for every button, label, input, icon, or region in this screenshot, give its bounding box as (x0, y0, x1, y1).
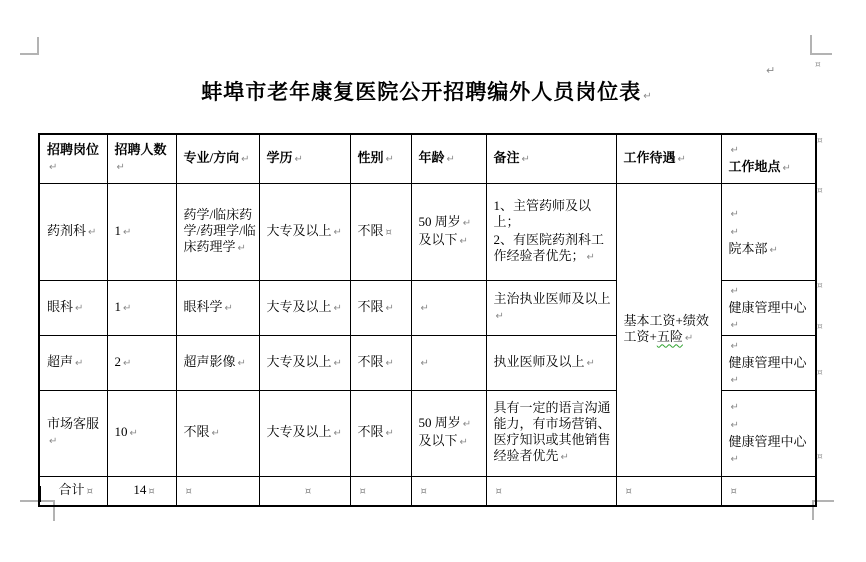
margin-corner-top-right-icon (810, 35, 832, 55)
cell-education[interactable]: 大专及以上 ↵ (259, 280, 350, 335)
spellcheck-wavy-underline: 五险 (656, 328, 683, 344)
page-title[interactable]: 蚌埠市老年康复医院公开招聘编外人员岗位表 ↵ (201, 80, 652, 104)
cell-gender[interactable]: 不限 ↵ (350, 390, 411, 476)
cell-headcount[interactable]: 2 ↵ (107, 335, 176, 390)
header-worksite[interactable]: ↵ 工作地点 ↵ (721, 134, 816, 183)
paragraph-mark-icon: ↵ (495, 310, 504, 322)
paragraph-mark-icon: ↵ (521, 153, 530, 165)
paragraph-mark-icon: ↵ (49, 161, 58, 173)
paragraph-mark-icon: ↵ (211, 428, 220, 439)
paragraph-mark-icon: ↵ (129, 428, 138, 439)
paragraph-mark-icon: ↵ (333, 428, 342, 439)
cell-empty[interactable] (176, 476, 259, 506)
header-position[interactable]: 招聘岗位↵ (39, 134, 107, 183)
end-of-cell-mark-icon: ¤ (185, 485, 192, 497)
cell-remarks[interactable]: 1、主管药师及以上； 2、有医院药剂科工作经验者优先； ↵ (486, 183, 616, 280)
paragraph-mark-icon: ↵ (88, 226, 97, 238)
paragraph-mark-icon: ↵ (75, 302, 84, 314)
paragraph-mark-icon: ↵ (294, 153, 303, 165)
paragraph-mark-icon: ↵ (643, 91, 652, 102)
cell-remarks[interactable]: 具有一定的语言沟通能力，有市场营销、医疗知识或其他销售经验者优先 ↵ (486, 390, 616, 476)
end-of-row-mark-icon: ¤ (817, 136, 823, 146)
end-of-cell-mark-icon: ¤ (86, 485, 93, 497)
cell-age[interactable]: 50 周岁 ↵ 及以下 ↵ (411, 183, 486, 280)
paragraph-mark-icon: ↵ (730, 340, 739, 352)
paragraph-mark-icon: ↵ (462, 419, 472, 430)
cell-position[interactable]: 市场客服↵ (39, 390, 107, 476)
text-cursor (38, 486, 41, 502)
paragraph-mark-icon: ↵ (782, 162, 791, 174)
paragraph-mark-icon: ↵ (116, 161, 125, 173)
paragraph-mark-icon: ↵ (333, 302, 342, 314)
cell-empty[interactable] (411, 476, 486, 506)
cell-empty[interactable] (721, 476, 816, 506)
end-of-row-mark-icon: ¤ (817, 322, 823, 332)
cell-position[interactable]: 药剂科 ↵ (39, 183, 107, 280)
paragraph-mark-icon: ↵ (730, 420, 739, 431)
paragraph-mark-icon: ↵ (730, 454, 739, 465)
cell-major[interactable]: 超声影像 ↵ (176, 335, 259, 390)
paragraph-mark-icon: ↵ (730, 226, 739, 238)
paragraph-mark-icon: ↵ (586, 357, 595, 369)
paragraph-mark-icon: ↵ (677, 153, 686, 165)
cell-education[interactable]: 大专及以上 ↵ (259, 183, 350, 280)
paragraph-mark-icon: ↵ (730, 208, 739, 220)
paragraph-mark-icon: ↵ (730, 285, 739, 297)
recruitment-table[interactable] (38, 133, 817, 507)
cell-position[interactable]: 超声 ↵ (39, 335, 107, 390)
table-row-pharmacy (39, 183, 816, 280)
header-benefits[interactable]: 工作待遇 ↵ (616, 134, 721, 183)
paragraph-mark-icon: ↵ (730, 319, 739, 331)
cell-empty[interactable] (350, 476, 411, 506)
paragraph-mark-icon: ↵ (49, 436, 58, 447)
paragraph-mark-icon: ↵ (560, 452, 569, 463)
cell-remarks[interactable]: 主治执业医师及以上↵ (486, 280, 616, 335)
paragraph-mark-icon: ↵ (459, 235, 468, 247)
end-of-cell-mark-icon: ¤ (304, 485, 312, 497)
cell-benefits-merged[interactable]: 基本工资+绩效工资+五险 ↵ (616, 183, 721, 476)
paragraph-mark-icon: ↵ (420, 357, 429, 369)
paragraph-mark-icon: ↵ (730, 144, 739, 156)
cell-empty[interactable] (616, 476, 721, 506)
header-headcount[interactable]: 招聘人数↵ (107, 134, 176, 183)
cell-gender[interactable]: 不限 ↵ (350, 335, 411, 390)
cell-empty[interactable] (259, 476, 350, 506)
cell-total-label[interactable]: 合计 ¤ (39, 476, 107, 506)
end-of-cell-mark-icon: ¤ (730, 485, 737, 497)
margin-corner-top-left-icon (20, 37, 39, 55)
paragraph-mark-icon: ↵ (684, 332, 694, 344)
paragraph-mark-icon: ↵ (385, 302, 394, 314)
cell-worksite[interactable]: ↵ ↵ 院本部 ↵ (721, 183, 816, 280)
cell-gender[interactable]: 不限 ↵ (350, 280, 411, 335)
end-of-row-mark-icon: ¤ (817, 452, 823, 462)
paragraph-mark-icon: ↵ (123, 226, 132, 238)
paragraph-mark-icon: ↵ (75, 357, 84, 369)
header-age[interactable]: 年龄 ↵ (411, 134, 486, 183)
paragraph-mark-icon: ↵ (730, 374, 739, 386)
paragraph-mark-icon: ↵ (224, 302, 233, 314)
cell-age[interactable]: 50 周岁 ↵ 及以下 ↵ (411, 390, 486, 476)
cell-age[interactable] (411, 280, 486, 335)
cell-headcount[interactable]: 10 ↵ (107, 390, 176, 476)
cell-gender[interactable]: 不限 ¤ (350, 183, 411, 280)
cell-headcount[interactable]: 1 ↵ (107, 280, 176, 335)
end-of-row-mark-icon: ¤ (817, 186, 823, 196)
paragraph-mark-icon: ↵ (385, 357, 394, 369)
cell-empty[interactable] (486, 476, 616, 506)
cell-total-count[interactable]: 14 ¤ (107, 476, 176, 506)
paragraph-mark-icon: ↵ (446, 153, 455, 165)
end-of-row-mark-icon: ¤ (817, 368, 823, 378)
paragraph-mark-icon: ↵ (766, 64, 776, 77)
paragraph-mark-icon: ↵ (462, 217, 472, 229)
table-header-row (39, 134, 816, 183)
paragraph-mark-icon: ↵ (385, 428, 394, 439)
paragraph-mark-icon: ↵ (459, 437, 468, 448)
cell-headcount[interactable]: 1 ↵ (107, 183, 176, 280)
cell-position[interactable]: 眼科 ↵ (39, 280, 107, 335)
cell-education[interactable]: 大专及以上 ↵ (259, 390, 350, 476)
end-of-row-mark-icon: ¤ (817, 281, 823, 291)
paragraph-mark-icon: ↵ (123, 302, 132, 314)
paragraph-mark-icon: ↵ (237, 357, 246, 369)
paragraph-mark-icon: ↵ (586, 251, 595, 263)
cell-worksite[interactable]: ↵ ↵ 健康管理中心↵ (721, 390, 816, 476)
cell-major[interactable]: 眼科学 ↵ (176, 280, 259, 335)
paragraph-mark-icon: ↵ (333, 357, 342, 369)
cell-worksite[interactable]: ↵ 健康管理中心↵ (721, 280, 816, 335)
cell-worksite[interactable]: ↵ 健康管理中心↵ (721, 335, 816, 390)
end-of-cell-mark-icon: ¤ (148, 485, 155, 497)
paragraph-mark-icon: ↵ (385, 153, 394, 165)
cell-remarks[interactable]: 执业医师及以上 ↵ (486, 335, 616, 390)
end-of-row-mark-icon: ¤ (815, 60, 821, 70)
paragraph-mark-icon: ↵ (241, 153, 250, 165)
paragraph-mark-icon: ↵ (420, 302, 429, 314)
cell-age[interactable] (411, 335, 486, 390)
table-row-total (39, 476, 816, 506)
paragraph-mark-icon: ↵ (123, 357, 132, 369)
cell-major[interactable]: 不限 ↵ (176, 390, 259, 476)
paragraph-mark-icon: ↵ (237, 242, 246, 254)
paragraph-mark-icon: ↵ (333, 226, 342, 238)
cell-education[interactable]: 大专及以上 ↵ (259, 335, 350, 390)
paragraph-mark-icon: ↵ (730, 402, 739, 413)
cell-major[interactable]: 药学/临床药学/药理学/临床药理学 ↵ (176, 183, 259, 280)
end-of-cell-mark-icon: ¤ (625, 485, 632, 497)
end-of-cell-mark-icon: ¤ (359, 485, 366, 497)
end-of-cell-mark-icon: ¤ (385, 226, 392, 238)
header-gender[interactable]: 性别 ↵ (350, 134, 411, 183)
paragraph-mark-icon: ↵ (769, 244, 778, 256)
end-of-cell-mark-icon: ¤ (495, 485, 502, 497)
end-of-cell-mark-icon: ¤ (420, 485, 427, 497)
header-major[interactable]: 专业/方向 ↵ (176, 134, 259, 183)
header-remarks[interactable]: 备注 ↵ (486, 134, 616, 183)
header-education[interactable]: 学历 ↵ (259, 134, 350, 183)
